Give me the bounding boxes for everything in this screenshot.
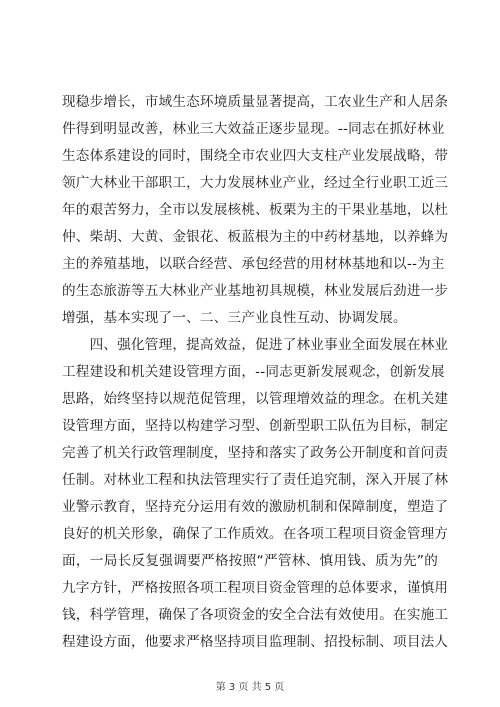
body-text-line: 任制。对林业工程和执法管理实行了责任追究制，深入开展了林: [62, 472, 449, 488]
body-text-line: 完善了机关行政管理制度，坚持和落实了政务公开制度和首问责: [62, 445, 449, 461]
body-text-line: 领广大林业干部职工，大力发展林业产业，经过全行业职工近三: [62, 175, 449, 191]
body-text-line: 钱，科学管理，确保了各项资金的安全合法有效使用。在实施工: [62, 607, 449, 623]
body-text-line: 现稳步增长，市域生态环境质量显著提高，工农业生产和人居条: [62, 94, 449, 110]
body-text-line: 生态体系建设的同时，围绕全市农业四大支柱产业发展战略，带: [62, 148, 449, 164]
page-number-footer: 第 3 页 共 5 页: [215, 682, 285, 693]
body-text-line: 面，一局长反复强调要严格按照“严管林、慎用钱、质为先”的: [62, 553, 438, 569]
body-text-line: 的生态旅游等五大林业产业基地初具规模，林业发展后劲进一步: [62, 283, 449, 299]
body-text-line: 设管理方面，坚持以构建学习型、创新型职工队伍为目标，制定: [62, 418, 449, 434]
body-text-line: 仲、柴胡、大黄、金银花、板蓝根为主的中药材基地，以养蜂为: [62, 229, 449, 245]
body-text-line: 思路，始终坚持以规范促管理，以管理增效益的理念。在机关建: [62, 391, 449, 407]
paragraph-heading-line: 四、强化管理，提高效益，促进了林业事业全面发展在林业: [62, 337, 449, 353]
body-text-line: 业警示教育，坚持充分运用有效的激励机制和保障制度，塑造了: [62, 499, 449, 515]
body-text-line: 良好的机关形象，确保了工作质效。在各项工程项目资金管理方: [62, 526, 449, 542]
body-text-line: 工程建设和机关建设管理方面，--同志更新发展观念，创新发展: [62, 364, 445, 380]
body-text-line: 程建设方面，他要求严格坚持项目监理制、招投标制、项目法人: [62, 634, 449, 650]
body-text-line: 件得到明显改善，林业三大效益正逐步显现。--同志在抓好林业: [62, 121, 445, 137]
body-text-line: 年的艰苦努力，全市以发展核桃、板栗为主的干果业基地，以杜: [62, 202, 449, 218]
body-text-line: 主的养殖基地，以联合经营、承包经营的用材林基地和以--为主: [62, 256, 445, 272]
body-text-line: 增强，基本实现了一、二、三产业良性互动、协调发展。: [62, 310, 407, 326]
body-text-line: 九字方针，严格按照各项工程项目资金管理的总体要求，谨慎用: [62, 580, 449, 596]
